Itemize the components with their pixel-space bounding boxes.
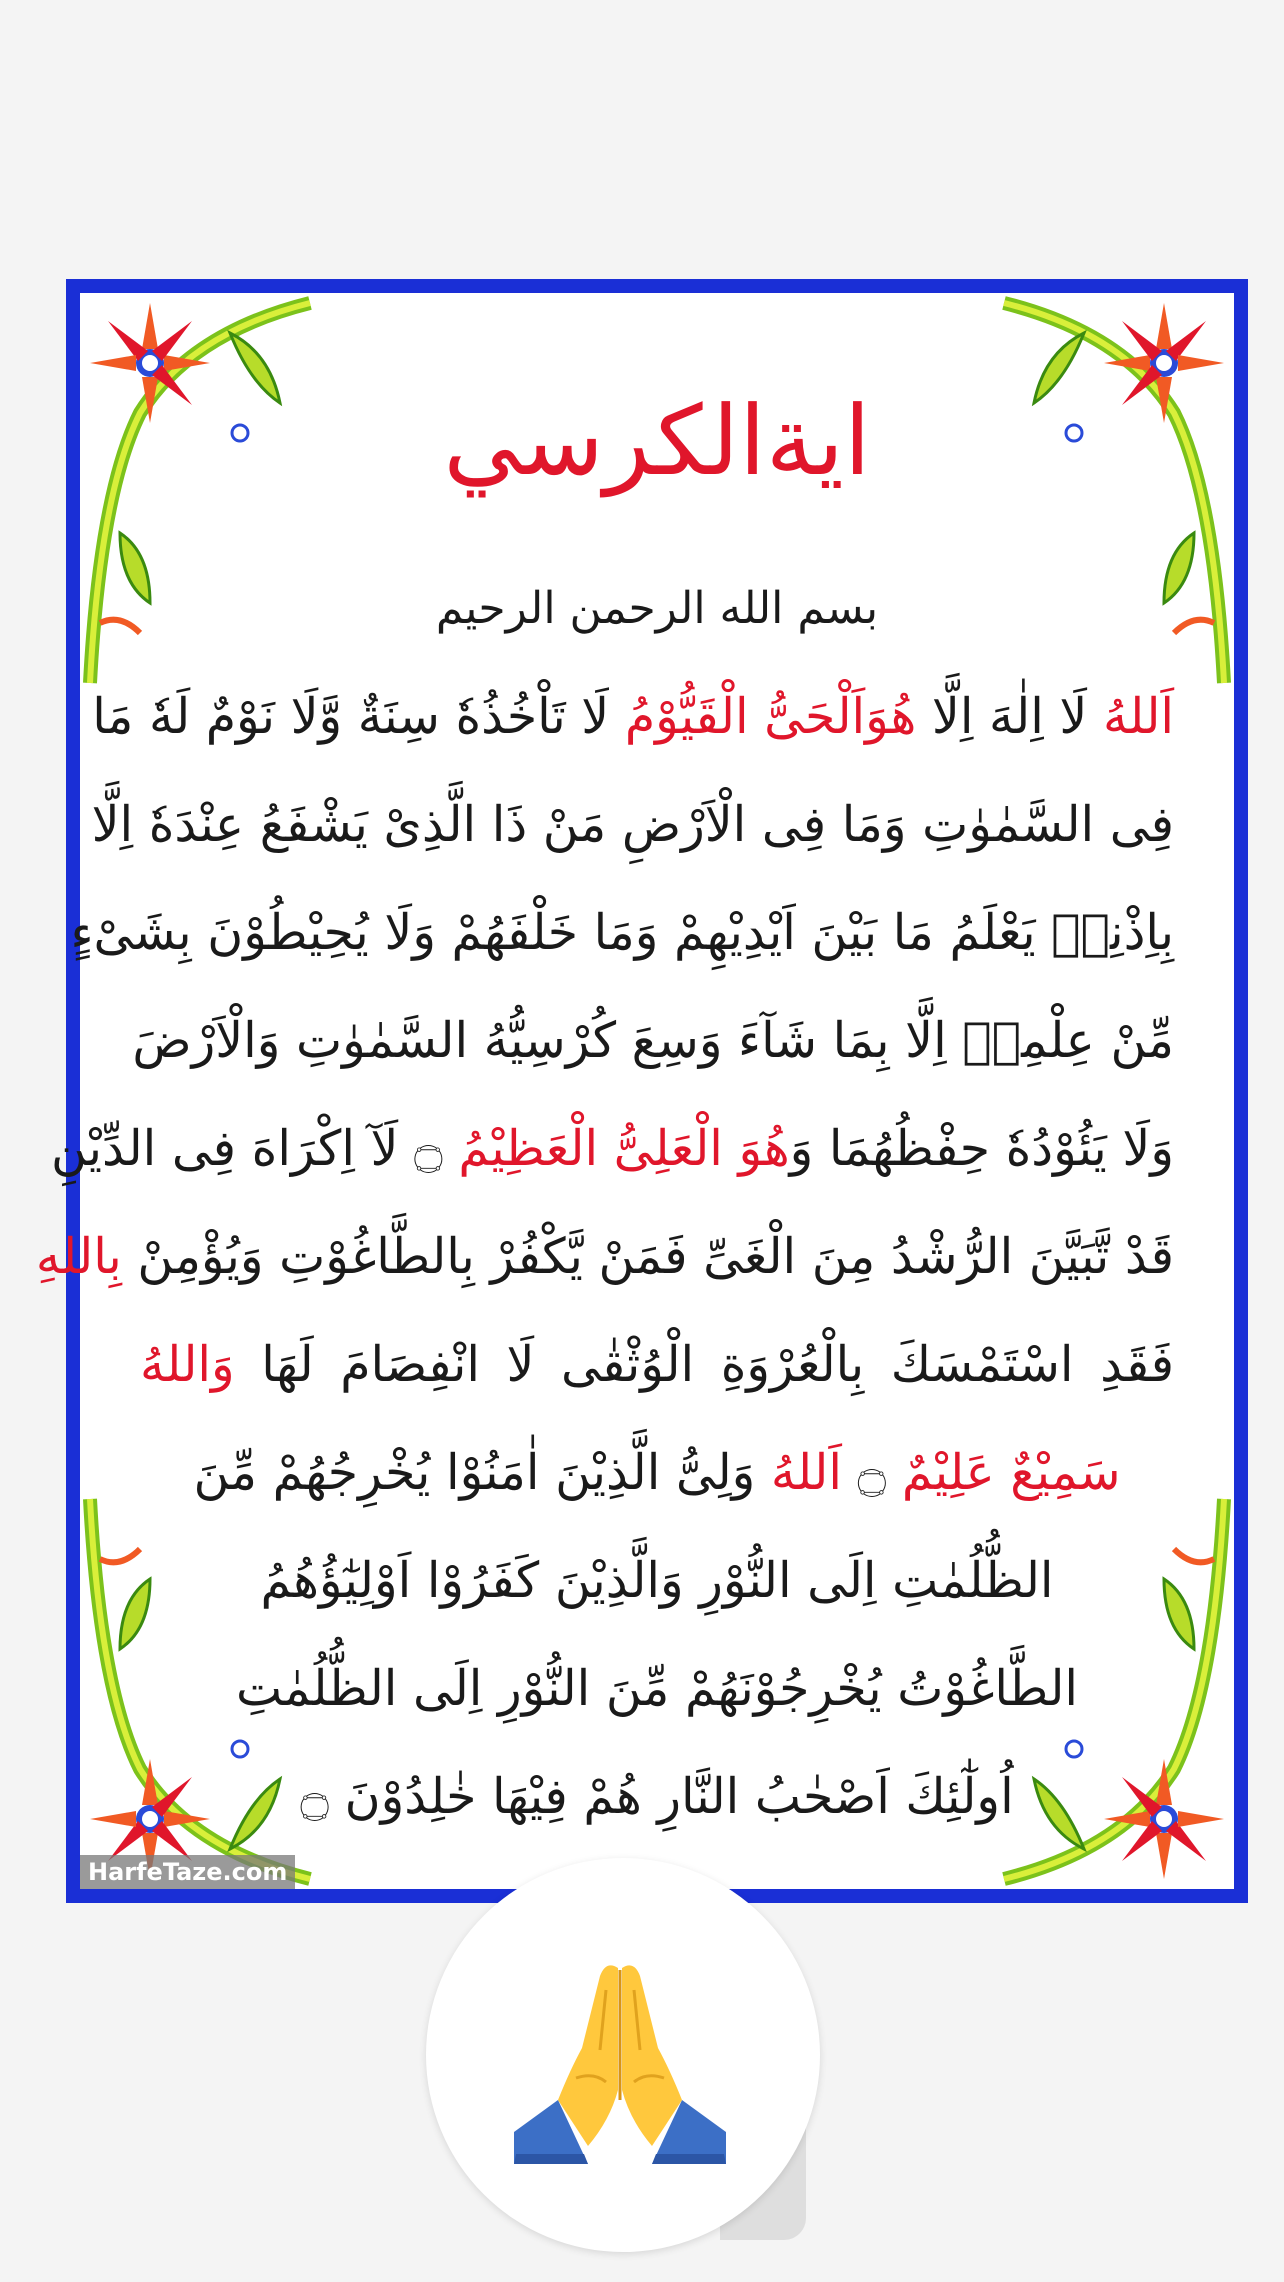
verse-segment: وَلِیُّ الَّذِیْنَ اٰمَنُوْا یُخْرِجُهُمْ مِّنَ — [193, 1444, 771, 1501]
calligraphy-title: ايةالكرسي — [443, 385, 871, 497]
verse-segment: وَلَا یَئُوْدُهٗ حِفْظُهُمَا وَ — [789, 1120, 1174, 1177]
verse-segment: الظُّلُمٰتِ اِلَى النُّوْرِ وَالَّذِیْنَ كَفَرُوْا اَوْلِیٰٓؤُهُمُ — [260, 1552, 1054, 1609]
verse-line — [140, 1527, 1174, 1635]
verse-segment: قَدْ تَّبَیَّنَ الرُّشْدُ مِنَ الْغَیِّ فَمَنْ یَّكْفُرْ بِالطَّاغُوْتِ وَیُؤْمِنْ — [121, 1228, 1174, 1285]
verse-line — [70, 879, 1174, 987]
verse-segment: بِاِذْنِهٖ یَعْلَمُ مَا بَیْنَ اَیْدِیْهِمْ وَمَا خَلْفَهُمْ وَلَا یُحِیْطُوْنَ بِشَیْءٍ — [70, 904, 1174, 961]
image-canvas — [35, 293, 1234, 1889]
verse-line — [91, 771, 1174, 879]
verse-segment: لَا اِلٰهَ اِلَّا — [916, 688, 1103, 745]
verse-line — [140, 1743, 1174, 1851]
folded-hands-icon — [510, 1950, 730, 2170]
verse-line — [92, 663, 1174, 771]
verse-segment-highlight: بِاللهِ — [35, 1228, 122, 1285]
verse-segment: فَقَدِ اسْتَمْسَكَ بِالْعُرْوَةِ الْوُثْقٰى لَا انْفِصَامَ لَهَا — [234, 1336, 1174, 1393]
verse-line — [35, 1203, 1174, 1311]
verse-segment: اُولٰٓئِكَ اَصْحٰبُ النَّارِ هُمْ فِیْهَا خٰلِدُوْنَ ۝ — [300, 1768, 1014, 1825]
verse-line — [132, 987, 1174, 1095]
verse-segment: مِّنْ عِلْمِهٖ اِلَّا بِمَا شَآءَ وَسِعَ كُرْسِیُّهُ السَّمٰوٰتِ وَالْاَرْضَ — [132, 1012, 1174, 1069]
verse-segment-highlight: هُوَ الْعَلِیُّ الْعَظِیْمُ — [458, 1120, 790, 1177]
verse-segment: ۝ لَآ اِكْرَاهَ فِی الدِّیْنِ — [51, 1120, 459, 1177]
verse-segment-highlight: اَللهُ — [770, 1444, 842, 1501]
verse-line — [140, 1419, 1174, 1527]
verse-segment: فِی السَّمٰوٰتِ وَمَا فِی الْاَرْضِ مَنْ ذَا الَّذِیْ یَشْفَعُ عِنْدَهٗ اِلَّا — [91, 796, 1174, 853]
verse-segment-highlight: وَاللهُ — [140, 1336, 235, 1393]
verse-line — [140, 1635, 1174, 1743]
verse-segment: لَا تَاْخُذُهٗ سِنَةٌ وَّلَا نَوْمٌ لَهٗ مَا — [92, 688, 625, 745]
verse-line — [140, 1311, 1174, 1419]
verse-segment-highlight: هُوَاَلْحَیُّ الْقَیُّوْمُ — [624, 688, 917, 745]
ayatul-kursi-image[interactable] — [35, 279, 1248, 1903]
verse-segment-highlight: سَمِیْعٌ عَلِیْمٌ — [901, 1444, 1121, 1501]
verse-line — [51, 1095, 1174, 1203]
verse-segment-highlight: اَللهُ — [1102, 688, 1174, 745]
verse-segment: الطَّاغُوْتُ یُخْرِجُوْنَهُمْ مِّنَ النُّوْرِ اِلَى الظُّلُمٰتِ — [236, 1660, 1078, 1717]
watermark: HarfeTaze.com — [80, 1855, 295, 1889]
verse-segment: ۝ — [841, 1444, 902, 1501]
verse-text — [35, 663, 1174, 1851]
basmala-line: بسم الله الرحمن الرحيم — [435, 583, 879, 634]
